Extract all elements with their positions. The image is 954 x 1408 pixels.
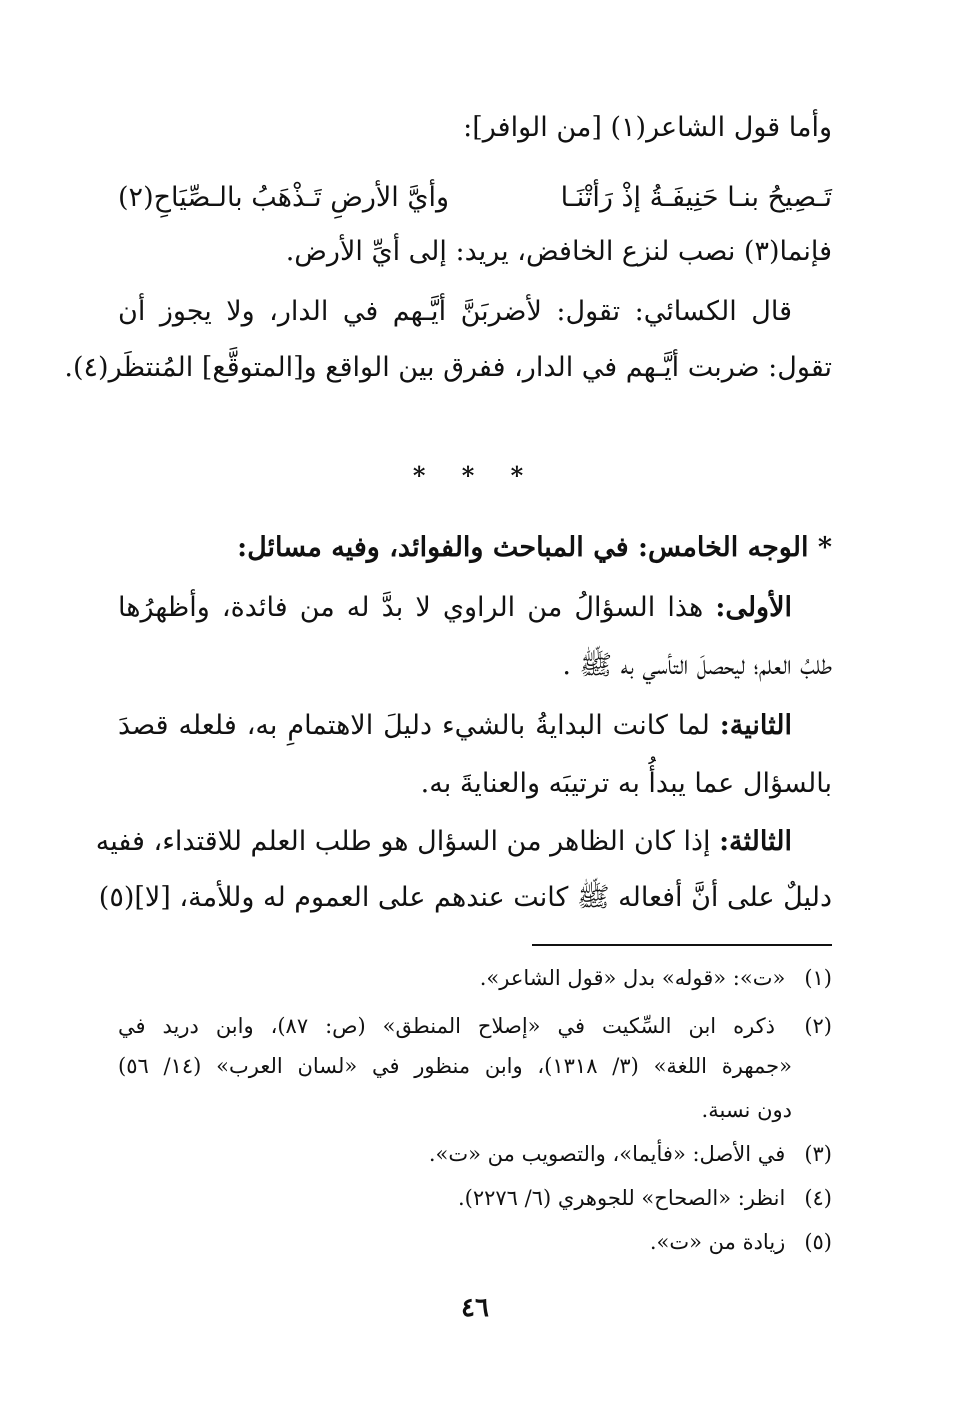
- third-point-label: الثالثة:: [719, 826, 792, 857]
- third-point-line-1: [95, 822, 832, 862]
- footnote-number: (٢): [804, 1014, 832, 1038]
- footnote-number: (٤): [804, 1186, 832, 1210]
- footnote-2: [118, 1010, 832, 1043]
- first-point-text: هذا السؤالُ من الراوي لا بدَّ له من فائدة، وأظهرُها: [118, 592, 716, 623]
- second-point-text: لما كانت البدايةُ بالشيء دليلَ الاهتمامِ به، فلعله قصدَ: [118, 710, 720, 741]
- second-point-line-1: [118, 706, 832, 746]
- footnote-2-cont-end: دون نسبة.: [701, 1098, 792, 1122]
- footnote-text: «ت»: «قوله» بدل «قول الشاعر».: [479, 966, 786, 990]
- kisai-line-2: تقول: ضربت أيَّـهم في الدار، ففرق بين الواقع و[المتوقَّع] المُنتظَر(٤).: [64, 352, 832, 383]
- second-point-line-2: بالسؤال عما يبدأُ به ترتيبَه والعنايةَ به.: [420, 768, 832, 799]
- footnote-3: [118, 1138, 832, 1171]
- third-point-line-2: دليلٌ على أنَّ أفعاله ﷺ كانت عندهم على العموم له وللأمة، [لا](٥): [98, 882, 832, 913]
- page-number: ٤٦: [461, 1293, 489, 1323]
- footnote-text: زيادة من «ت».: [649, 1230, 786, 1254]
- footnote-text: انظر: «الصحاح» للجوهري (٦/ ٢٢٧٦).: [457, 1186, 786, 1210]
- verse-second-hemistich: وأيَّ الأرضِ تَـذْهَبُ بالـصِّيَاحِ(٢): [118, 182, 450, 213]
- footnote-divider: [532, 944, 832, 946]
- kisai-line-1: قال الكسائي: تقول: لأضربَنَّ أيَّـهم في الدار، ولا يجوز أن: [118, 296, 792, 327]
- section-separator: * * *: [412, 461, 538, 490]
- footnote-2-cont: «جمهرة اللغة» (٣/ ١٣١٨)، وابن منظور في «لسان العرب» (١٤/ ٥٦): [118, 1054, 792, 1078]
- third-point-text: إذا كان الظاهر من السؤال هو طلب العلم للاقتداء، ففيه: [95, 826, 720, 857]
- footnote-text: في الأصل: «فأيما»، والتصويب من «ت».: [428, 1142, 786, 1166]
- footnote-5: [118, 1226, 832, 1259]
- footnote-text: ذكره ابن السِّكيت في «إصلاح المنطق» (ص: ٨٧)، وابن دريد في: [118, 1014, 776, 1038]
- footnote-4: [118, 1182, 832, 1215]
- footnote-number: (٣): [804, 1142, 832, 1166]
- footnote-number: (١): [804, 966, 832, 990]
- intro-line: وأما قول الشاعر(١) [من الوافر]:: [463, 112, 832, 143]
- first-point-line-2: طلبُ العلم؛ ليحصلَ التأسي به ﷺ .: [562, 650, 832, 681]
- after-verse-line: فإنما(٣) نصب لنزع الخافض، يريد: إلى أيِّ الأرض.: [285, 236, 832, 267]
- footnote-1: [118, 962, 832, 995]
- first-point-label: الأولى:: [715, 592, 792, 623]
- verse-first-hemistich: تَـصِيحُ بنـا حَنِيفَـةُ إذْ رَأتْنَـا: [560, 182, 832, 213]
- first-point-line-1: [118, 588, 832, 628]
- second-point-label: الثانية:: [719, 710, 792, 741]
- footnote-number: (٥): [804, 1230, 832, 1254]
- poetry-verse: [118, 176, 832, 220]
- section-heading: * الوجه الخامس: في المباحث والفوائد، وفيه مسائل:: [237, 532, 832, 563]
